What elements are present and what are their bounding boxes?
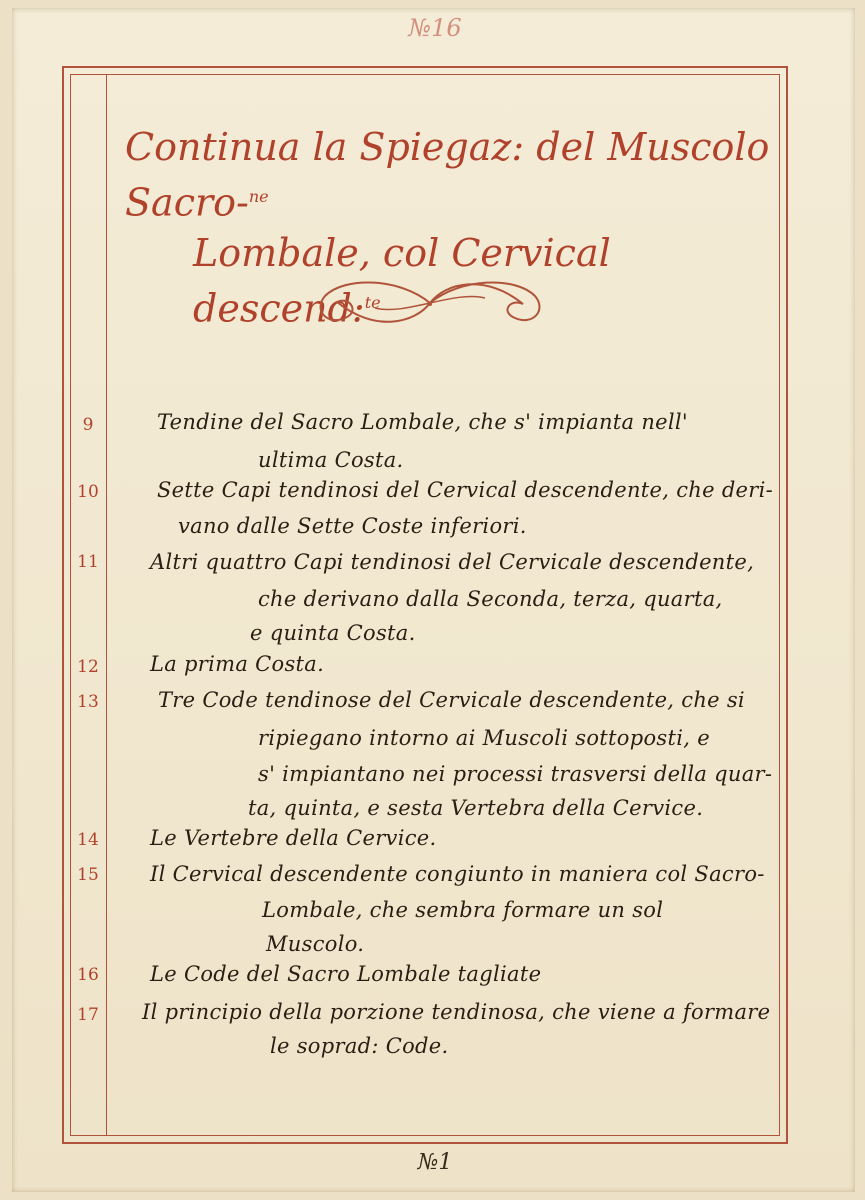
entry-text-line: Le Vertebre della Cervice. bbox=[150, 826, 437, 850]
flourish-ornament-icon bbox=[305, 268, 555, 338]
entry-text-line: Lombale, che sembra formare un sol bbox=[262, 898, 664, 922]
entry-number: 13 bbox=[77, 692, 99, 712]
entry-number: 12 bbox=[77, 657, 99, 677]
entry-text-line: le soprad: Code. bbox=[270, 1034, 449, 1058]
entry-number: 14 bbox=[77, 830, 99, 850]
title-line-1-text: Continua la Spiegaz: del Muscolo Sacro- bbox=[125, 125, 770, 225]
entry-number: 11 bbox=[77, 552, 99, 572]
title-line-2-sup: te bbox=[364, 292, 381, 312]
entry-number: 16 bbox=[77, 965, 99, 985]
entry-text-line: Il principio della porzione tendinosa, che viene a formare bbox=[142, 1000, 771, 1024]
entry-number: 9 bbox=[82, 415, 94, 435]
entry-text-line: vano dalle Sette Coste inferiori. bbox=[178, 514, 527, 538]
entry-text-line: Tre Code tendinose del Cervicale descendente, che si bbox=[158, 688, 745, 712]
entry-text-line: Sette Capi tendinosi del Cervical descendente, che deri- bbox=[157, 478, 774, 502]
plate-number-top: №16 bbox=[408, 14, 462, 42]
entry-text-line: Muscolo. bbox=[266, 932, 365, 956]
entry-text-line: Le Code del Sacro Lombale tagliate bbox=[150, 962, 542, 986]
entry-text-line: Altri quattro Capi tendinosi del Cervicale descendente, bbox=[150, 550, 755, 574]
entry-text-line: Tendine del Sacro Lombale, che s' impianta nell' bbox=[157, 410, 689, 434]
title-line-2-text: Lombale, col Cervical descend: bbox=[193, 230, 611, 331]
title-line-1-sup: ne bbox=[248, 187, 269, 206]
entry-text-line: s' impiantano nei processi trasversi della quar- bbox=[258, 762, 773, 786]
entry-text-line: e quinta Costa. bbox=[250, 621, 416, 645]
entry-text-line: ultima Costa. bbox=[258, 448, 404, 472]
entry-text-line: Il Cervical descendente congiunto in maniera col Sacro- bbox=[150, 862, 765, 886]
title-line-1 bbox=[115, 122, 795, 228]
entry-text-line: ta, quinta, e sesta Vertebra della Cervice. bbox=[248, 796, 704, 820]
entry-number: 17 bbox=[77, 1005, 99, 1025]
entry-number: 15 bbox=[77, 865, 99, 885]
entry-text-line: che derivano dalla Seconda, terza, quarta, bbox=[258, 587, 723, 611]
margin-rule bbox=[106, 74, 107, 1136]
entry-number: 10 bbox=[77, 482, 99, 502]
entry-text-line: La prima Costa. bbox=[150, 652, 325, 676]
plate-number-bottom: №1 bbox=[417, 1150, 453, 1175]
entry-text-line: ripiegano intorno ai Muscoli sottoposti, e bbox=[258, 726, 710, 750]
